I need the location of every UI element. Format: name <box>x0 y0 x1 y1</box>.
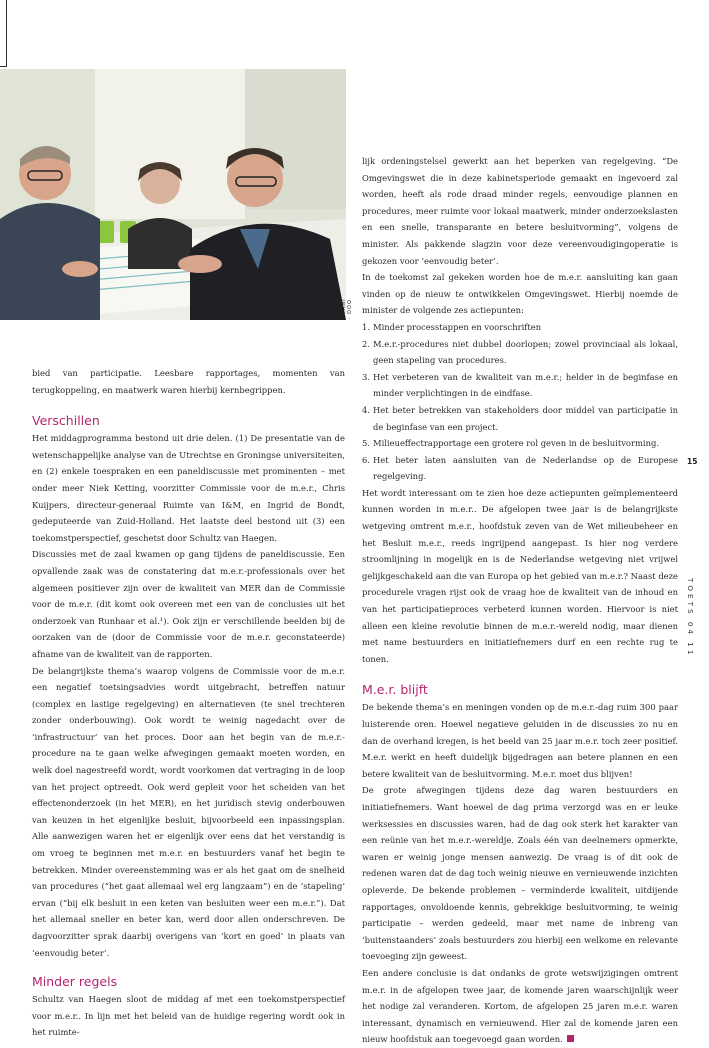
action-points-list <box>362 319 678 485</box>
list-item: 5. Milieueffectrapportage een grotere rol geven in de besluitvorming. <box>362 438 660 449</box>
page-number: 15 <box>687 457 698 466</box>
minder-regels-paragraph: Schultz van Haegen sloot de middag af met een toekomstperspectief voor m.e.r.. In lijn met het beleid van de huidige regering wordt ook in het ruimte- <box>32 994 345 1038</box>
photo-credit: SHERIN MYANI · DOO <box>335 294 353 319</box>
crop-mark-vertical <box>6 0 7 67</box>
intro-paragraph: bied van participatie. Leesbare rapportages, momenten van terugkoppeling, en maatwerk waren hierbij kernbegrippen. <box>32 368 345 395</box>
verschillen-paragraph-1: Het middagprogramma bestond uit drie delen. (1) De presentatie van de wetenschappelijke analyse van de Utrechtse en Groningse universiteiten, en (2) enkele toespraken en een paneldiscussie met prominenten – met onder meer Niek Ketting, voorzitter Commissie voor de m.e.r., Chris Kuijpers, directeur-generaal Ruimte van I&M, en Ingrid de Bondt, gedeputeerde van Zuid-Holland. Het laatste deel bestond uit (3) een toekomstperspectief, geschetst door Schultz van Haegen. <box>32 433 345 543</box>
list-item: 3. Het verbeteren van de kwaliteit van m.e.r.; helder in de beginfase en minder verplichtingen in de eindfase. <box>362 371 678 399</box>
minder-regels-heading: Minder regels <box>32 974 118 990</box>
end-of-article-mark <box>567 1035 574 1042</box>
mer-blijft-heading: M.e.r. blijft <box>362 682 428 698</box>
verschillen-heading: Verschillen <box>32 413 100 429</box>
verschillen-paragraph-2: Discussies met de zaal kwamen op gang tijdens de paneldiscussie. Een opvallende zaak was de constatering dat m.e.r.-professionals over het algemeen positiever zijn over de kwaliteit van MER dan de Commissie voor de m.e.r. (dit komt ook overeen met een van de conclusies uit het onderzoek van Runhaar et al.¹). Ook zijn er verschillende beelden bij de oorzaken van de (door de Commissie voor de m.e.r. geconstateerde) afname van de kwaliteit van de rapporten. <box>32 549 345 659</box>
list-item: 2. M.e.r.-procedures niet dubbel doorlopen; zowel provinciaal als lokaal, geen stapeling van procedures. <box>362 338 678 366</box>
list-item: 4. Het beter betrekken van stakeholders door middel van participatie in de beginfase van een project. <box>362 404 678 432</box>
meeting-photo <box>0 69 353 320</box>
mer-blijft-paragraph-1: De bekende thema’s en meningen vonden op de m.e.r.-dag ruim 300 paar luisterende oren. Hoewel negatieve geluiden in de discussies zo nu en dan de overhand kregen, is het beeld van 25 jaar m.e.r. toch zeer positief. M.e.r. werkt en heeft duidelijk bijgedragen aan betere plannen en een betere kwaliteit van de besluitvorming. M.e.r. moet dus blijven! <box>362 702 678 779</box>
list-item: 6. Het beter laten aansluiten van de Nederlandse op de Europese regelgeving. <box>362 454 678 482</box>
running-head: TOETS 04 11 <box>686 578 695 658</box>
meeting-photo-illustration <box>0 69 346 320</box>
right-paragraph-1: lijk ordeningstelsel gewerkt aan het beperken van regelgeving. “De Omgevingswet die in deze kabinetsperiode gemaakt en ingevoerd zal worden, heeft als rode draad minder regels, eenvoudige plannen en procedures, meer ruimte voor lokaal maatwerk, minder onderzoekslasten en een snelle, transparante en betere besluitvorming”, volgens de minister. Als pakkende slagzin voor deze vereenvoudigingoperatie is gekozen voor ‘eenvoudig beter’. <box>362 156 678 266</box>
mer-blijft-paragraph-2: De grote afwegingen tijdens deze dag waren bestuurders en initiatiefnemers. Want hoewel de dag prima verzorgd was en er leuke werksessies en discussies waren, had de dag ook sterk het karakter van een reünie van het m.e.r.-wereldje. Zoals één van deelnemers opmerkte, waren er weinig jonge mensen aanwezig. De vraag is of dit ook de redenen waren dat de dag toch weinig nieuwe en vernieuwende inzichten opleverde. De bekende problemen – verminderde kwaliteit, uitdijende rapportages, onvoldoende kennis, gebrekkige besluitvorming, te weinig participatie – werden gedeeld, maar met name de inbreng van ‘buitenstaanders’ zoals bestuurders zou hierbij een welkome en relevante toevoeging zijn geweest. <box>362 785 678 962</box>
left-column <box>32 365 345 1041</box>
mer-blijft-paragraph-3: Een andere conclusie is dat ondanks de grote wetswijzigingen omtrent m.e.r. in de afgelopen twee jaar, de komende jaren waarschijnlijk weer het nodige zal veranderen. Kortom, de afgelopen 25 jaren m.e.r. waren interessant, dynamisch en vernieuwend. Hier zal de komende jaren een nieuw hoofdstuk aan toegevoegd gaan worden. <box>362 967 678 1045</box>
verschillen-paragraph-3: De belangrijkste thema’s waarop volgens de Commissie voor de m.e.r. een negatief toetsingsadvies wordt uitgebracht, betreffen natuur (complex en lastige regelgeving) en alternatieven (te snel trechteren zonder onderbouwing). Ook wordt te weinig nagedacht over de ‘infrastructuur’ van het proces. Door aan het begin van de m.e.r.-procedure na te gaan welke afwegingen gemaakt moeten worden, en welk doel nagestreefd wordt, wordt voorkomen dat vertraging in de loop van het project optreedt. Ook werd gepleit voor het scheiden van het effectenonderzoek (in het MER), en het juridisch stevig onderbouwen van keuzen in het eigenlijke besluit, bijvoorbeeld een inpassingsplan. Alle aanwezigen waren het er eigenlijk over eens dat het verstandig is om vroeg te beginnen met m.e.r. en bestuurders vanaf het begin te betrekken. Minder overeenstemming was er als het gaat om de snelheid van procedures (“het gaat allemaal wel erg langzaam”) en de ‘stapeling’ ervan (“bij elk besluit in een keten van besluiten weer een m.e.r.”). Dat het allemaal sneller en beter kan, werd door allen onderschreven. De dagvoorzitter sprak daarbij overigens van ‘kort en goed’ in plaats van ‘eenvoudig beter’. <box>32 665 345 958</box>
right-paragraph-2: In de toekomst zal gekeken worden hoe de m.e.r. aansluiting kan gaan vinden op de nieuw te ontwikkelen Omgevingswet. Hierbij noemde de minister de volgende zes actiepunten: <box>362 272 678 316</box>
right-paragraph-3: Het wordt interessant om te zien hoe deze actiepunten geïmplementeerd kunnen worden in m.e.r.. De afgelopen twee jaar is de belangrijkste wetgeving omtrent m.e.r., hoofdstuk zeven van de Wet milieubeheer en het Besluit m.e.r., reeds ingrijpend aangepast. Is hier nog verdere stroomlijning in mogelijk en is de Nederlandse wetgeving niet vrijwel gelijkgeschakeld aan die van Europa op het gebied van m.e.r.? Naast deze procedurele vragen rijst ook de vraag hoe de kwaliteit van de inhoud en van het participatieproces verbeterd kunnen worden. Hiervoor is niet alleen een kleine revolutie binnen de m.e.r.-wereld nodig, maar dienen met name bestuurders en initiatiefnemers durf en een rechte rug te tonen. <box>362 487 678 664</box>
list-item: 1. Minder processtappen en voorschriften <box>362 321 542 332</box>
right-column <box>362 153 678 1048</box>
